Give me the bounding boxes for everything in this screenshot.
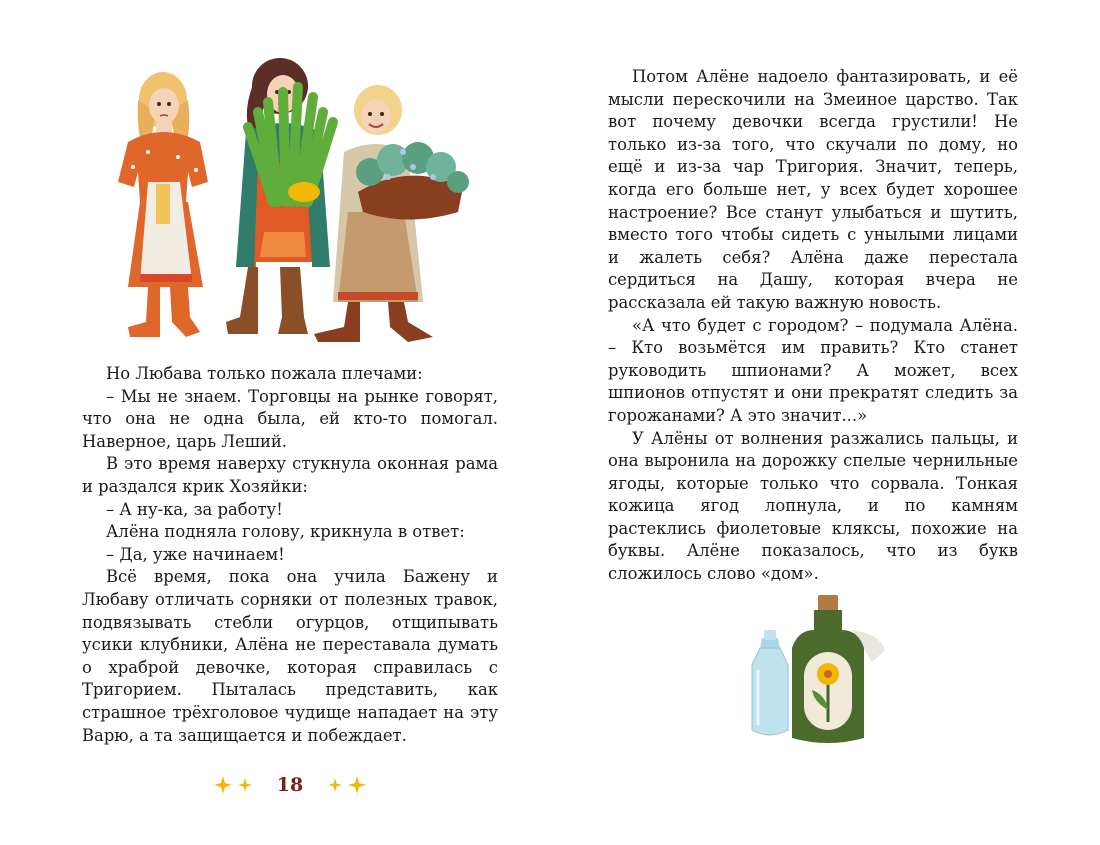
paragraph: Всё время, пока она учила Бажену и Любаву отличать сорняки от полезных травок, подвязывать стебли огурцов, отщипывать усики клубники, Алёна не переставала думать о храброй девочке, которая справилась с Тригорием. Пыталась представить, как страшное трёхголовое чудище нападает на эту Варю, а та защищается и побеждает.	[82, 567, 498, 745]
bottles-illustration	[740, 590, 890, 750]
paragraph: Но Любава только пожала плечами:	[106, 364, 423, 383]
star-ornament-icon	[213, 775, 257, 795]
glass-bottle-icon	[752, 630, 788, 735]
paragraph: – Мы не знаем. Торговцы на рынке говорят, что она не одна была, ей кто-то помогал. Наверное, царь Леший.	[82, 386, 498, 451]
paragraph: В это время наверху стукнула оконная рама и раздался крик Хозяйки:	[82, 454, 498, 496]
left-page-text	[82, 363, 498, 747]
green-bottle-icon	[792, 595, 885, 743]
page-number-folio	[210, 770, 370, 800]
paragraph: Потом Алёне надоело фантазировать, и её мысли перескочили на Змеиное царство. Так вот почему девочки всегда грустили! Не только из-за того, что скучали по дому, но ещё и из-за чар Тригория. Значит, теперь, когда его больше нет, у всех будет хорошее настроение? Все станут улыбаться и шутить, вместо того чтобы сидеть с унылыми лицами и жалеть себя? Алёна даже перестала сердиться на Дашу, которая вчера не рассказала ей такую важную новость.	[608, 67, 1018, 312]
page-number: 18	[276, 774, 304, 796]
girl-middle-figure	[226, 58, 333, 334]
girls-illustration	[108, 52, 478, 342]
paragraph: «А что будет с городом? – подумала Алёна. – Кто возьмётся им править? Кто станет руководить шпионами? А может, всех шпионов отпустят и они прекратят следить за горожанами? А это значит...»	[608, 315, 1018, 425]
paragraph: – А ну-ка, за работу!	[106, 499, 283, 519]
star-ornament-icon	[323, 775, 367, 795]
right-page-text	[608, 66, 1018, 586]
girl-left-figure	[118, 72, 208, 337]
paragraph: – Да, уже начинаем!	[106, 544, 285, 564]
paragraph: У Алёны от волнения разжались пальцы, и она выронила на дорожку спелые чернильные ягоды, которые только что сорвала. Тонкая кожица ягод лопнула, и по камням растеклись фиолетовые кляксы, похожие на буквы. Алёне показалось, что из букв сложилось слово «дом».	[608, 428, 1018, 584]
paragraph: Алёна подняла голову, крикнула в ответ:	[106, 522, 465, 542]
